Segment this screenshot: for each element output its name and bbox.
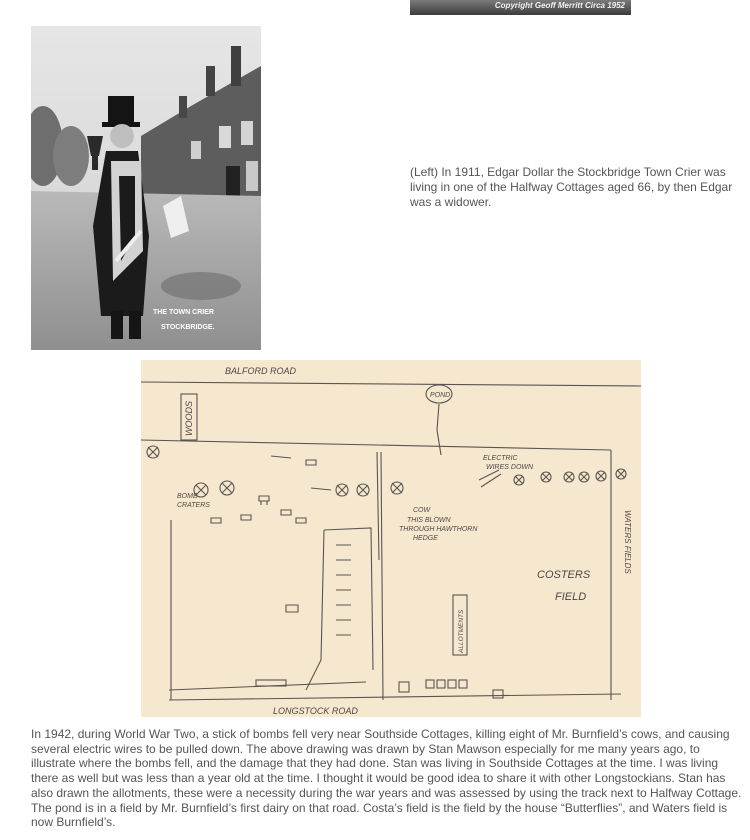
map-label-cow: COW bbox=[413, 507, 431, 514]
map-label-pond: POND bbox=[430, 392, 451, 399]
map-label-longstock-road: LONGSTOCK ROAD bbox=[273, 706, 358, 716]
map-label-electric: ELECTRIC bbox=[483, 455, 518, 462]
map-label-costers: COSTERS bbox=[537, 569, 591, 581]
copyright-text: Copyright Geoff Merritt Circa 1952 bbox=[494, 1, 625, 10]
photo-caption: (Left) In 1911, Edgar Dollar the Stockbridge Town Crier was living in one of the Halfway Cottages aged 66, by then Edgar was a widower. bbox=[410, 165, 733, 209]
town-crier-photo-drawing bbox=[31, 26, 261, 350]
photo-inscription-2: STOCKBRIDGE. bbox=[161, 324, 215, 331]
bomb-map-svg bbox=[141, 360, 641, 717]
map-label-allotments: ALLOTMENTS bbox=[458, 609, 465, 653]
map-label-craters: CRATERS bbox=[177, 502, 210, 509]
article-paragraph: In 1942, during World War Two, a stick of bombs fell very near Southside Cottages, killing eight of Mr. Burnfield’s cows, and causing several electric wires to be pulled down. The above drawing was drawn by Stan Mawson especially for me many years ago, to illustrate where the bombs fell, and the damage that they had done. Stan was living in Southside Cottages at the time. I was living there as well but was less than a year old at the time. I thought it would be good idea to share it with other Longstockians. Stan has also drawn the allotments, these were a necessity during the war years and was assessed by using the track next to Halfway Cottage. The pond is in a field by Mr. Burnfield’s first dairy on that road. Costa’s field is the field by the house “Butterflies”, and Waters field is now Burnfield’s. bbox=[31, 727, 742, 830]
town-crier-photo bbox=[31, 26, 261, 350]
copyright-banner bbox=[410, 0, 631, 15]
map-label-field: FIELD bbox=[555, 591, 587, 603]
map-label-hedge: HEDGE bbox=[413, 535, 438, 542]
map-label-balford-road: BALFORD ROAD bbox=[225, 366, 297, 376]
photo-inscription-1: THE TOWN CRIER bbox=[153, 309, 214, 316]
map-label-wires-down: WIRES DOWN bbox=[486, 464, 534, 471]
map-label-woods: WOODS bbox=[184, 401, 194, 436]
map-label-through-hawthorn: THROUGH HAWTHORN bbox=[399, 526, 478, 533]
bomb-map-drawing bbox=[141, 360, 641, 717]
map-label-waters-fields: WATERS FIELDS bbox=[623, 510, 632, 574]
map-label-this-blown: THIS BLOWN bbox=[407, 517, 451, 524]
map-label-bomb: BOMB bbox=[177, 493, 198, 500]
